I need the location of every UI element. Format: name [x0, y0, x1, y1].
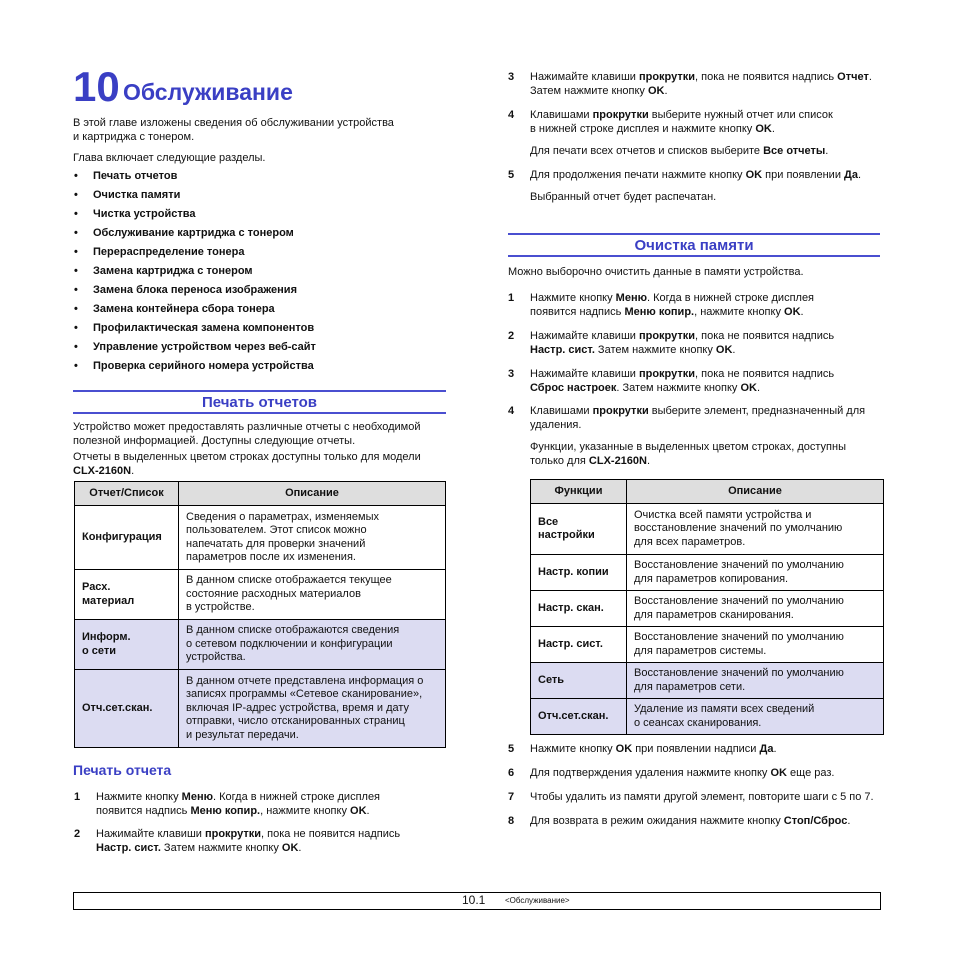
toc-item[interactable]: • Профилактическая замена компонентов	[73, 322, 453, 341]
function-name: Настр. сист.	[531, 627, 627, 663]
section-heading-reports: Печать отчетов	[73, 390, 446, 414]
table-row	[531, 555, 884, 591]
table-header: Описание	[179, 482, 446, 506]
toc-item[interactable]: • Чистка устройства	[73, 208, 453, 227]
table-row	[75, 506, 446, 570]
function-description: Удаление из памяти всех сведений о сеансах сканирования.	[627, 699, 884, 735]
toc-item[interactable]: • Замена картриджа с тонером	[73, 265, 453, 284]
function-name: Настр. скан.	[531, 591, 627, 627]
table-header: Описание	[627, 480, 884, 504]
report-description: В данном списке отображается текущее состояние расходных материалов в устройстве.	[179, 570, 446, 620]
table-header: Отчет/Список	[75, 482, 179, 506]
toc-item[interactable]: • Проверка серийного номера устройства	[73, 360, 453, 379]
table-header: Функции	[531, 480, 627, 504]
table-row	[75, 670, 446, 748]
table-row	[531, 504, 884, 555]
report-description: Сведения о параметрах, изменяемых пользователем. Этот список можно напечатать для проверки значений параметров после их изменения.	[179, 506, 446, 570]
step-4-note: Для печати всех отчетов и списков выберите Все отчеты.	[530, 145, 829, 157]
report-description: В данном отчете представлена информация о записях программы «Сетевое сканирование», включая IP-адрес устройства, время и дату отправки, число отсканированных страниц и результат передачи.	[179, 670, 446, 748]
function-description: Очистка всей памяти устройства и восстановление значений по умолчанию для всех параметров.	[627, 504, 884, 555]
toc-item[interactable]: • Замена контейнера сбора тонера	[73, 303, 453, 322]
function-description: Восстановление значений по умолчанию для параметров копирования.	[627, 555, 884, 591]
report-name: Информ. о сети	[75, 620, 179, 670]
toc-item[interactable]: • Печать отчетов	[73, 170, 453, 189]
table-row	[75, 570, 446, 620]
report-description: В данном списке отображаются сведения о сетевом подключении и конфигурации устройства.	[179, 620, 446, 670]
reports-model-note: Отчеты в выделенных цветом строках доступны только для модели CLX-2160N.	[73, 451, 421, 477]
intro-text: В этой главе изложены сведения об обслуживании устройства и картриджа с тонером.	[73, 117, 394, 143]
reports-intro: Устройство может предоставлять различные отчеты с необходимой полезной информацией. Доступны следующие отчеты.	[73, 421, 421, 447]
toc-item[interactable]: • Обслуживание картриджа с тонером	[73, 227, 453, 246]
table-row	[75, 620, 446, 670]
step-5-note: Выбранный отчет будет распечатан.	[530, 191, 717, 203]
table-row	[531, 699, 884, 735]
footer-chapter-label: <Обслуживание>	[505, 896, 570, 905]
table-row	[531, 663, 884, 699]
toc-item[interactable]: • Замена блока переноса изображения	[73, 284, 453, 303]
reports-table	[74, 481, 446, 748]
report-name: Отч.сет.скан.	[75, 670, 179, 748]
table-row	[531, 591, 884, 627]
function-name: Настр. копии	[531, 555, 627, 591]
report-name: Расх. материал	[75, 570, 179, 620]
toc-item[interactable]: • Очистка памяти	[73, 189, 453, 208]
function-description: Восстановление значений по умолчанию для параметров сети.	[627, 663, 884, 699]
chapter-title: Обслуживание	[123, 79, 293, 105]
toc-item[interactable]: • Управление устройством через веб-сайт	[73, 341, 453, 360]
toc-item[interactable]: • Перераспределение тонера	[73, 246, 453, 265]
function-name: Сеть	[531, 663, 627, 699]
function-name: Отч.сет.скан.	[531, 699, 627, 735]
memory-step-4-note: Функции, указанные в выделенных цветом строках, доступны только для CLX-2160N.	[530, 441, 846, 467]
chapter-contents-list	[73, 170, 453, 379]
chapter-number: 10	[73, 63, 120, 110]
table-row	[531, 627, 884, 663]
sections-lead: Глава включает следующие разделы.	[73, 152, 266, 164]
functions-table	[530, 479, 884, 735]
function-name: Все настройки	[531, 504, 627, 555]
page-number: 10.1	[462, 893, 486, 907]
report-name: Конфигурация	[75, 506, 179, 570]
subsection-heading-print-report: Печать отчета	[73, 762, 172, 778]
function-description: Восстановление значений по умолчанию для параметров системы.	[627, 627, 884, 663]
memory-intro: Можно выборочно очистить данные в памяти устройства.	[508, 266, 804, 278]
section-heading-memory: Очистка памяти	[508, 233, 880, 257]
function-description: Восстановление значений по умолчанию для параметров сканирования.	[627, 591, 884, 627]
